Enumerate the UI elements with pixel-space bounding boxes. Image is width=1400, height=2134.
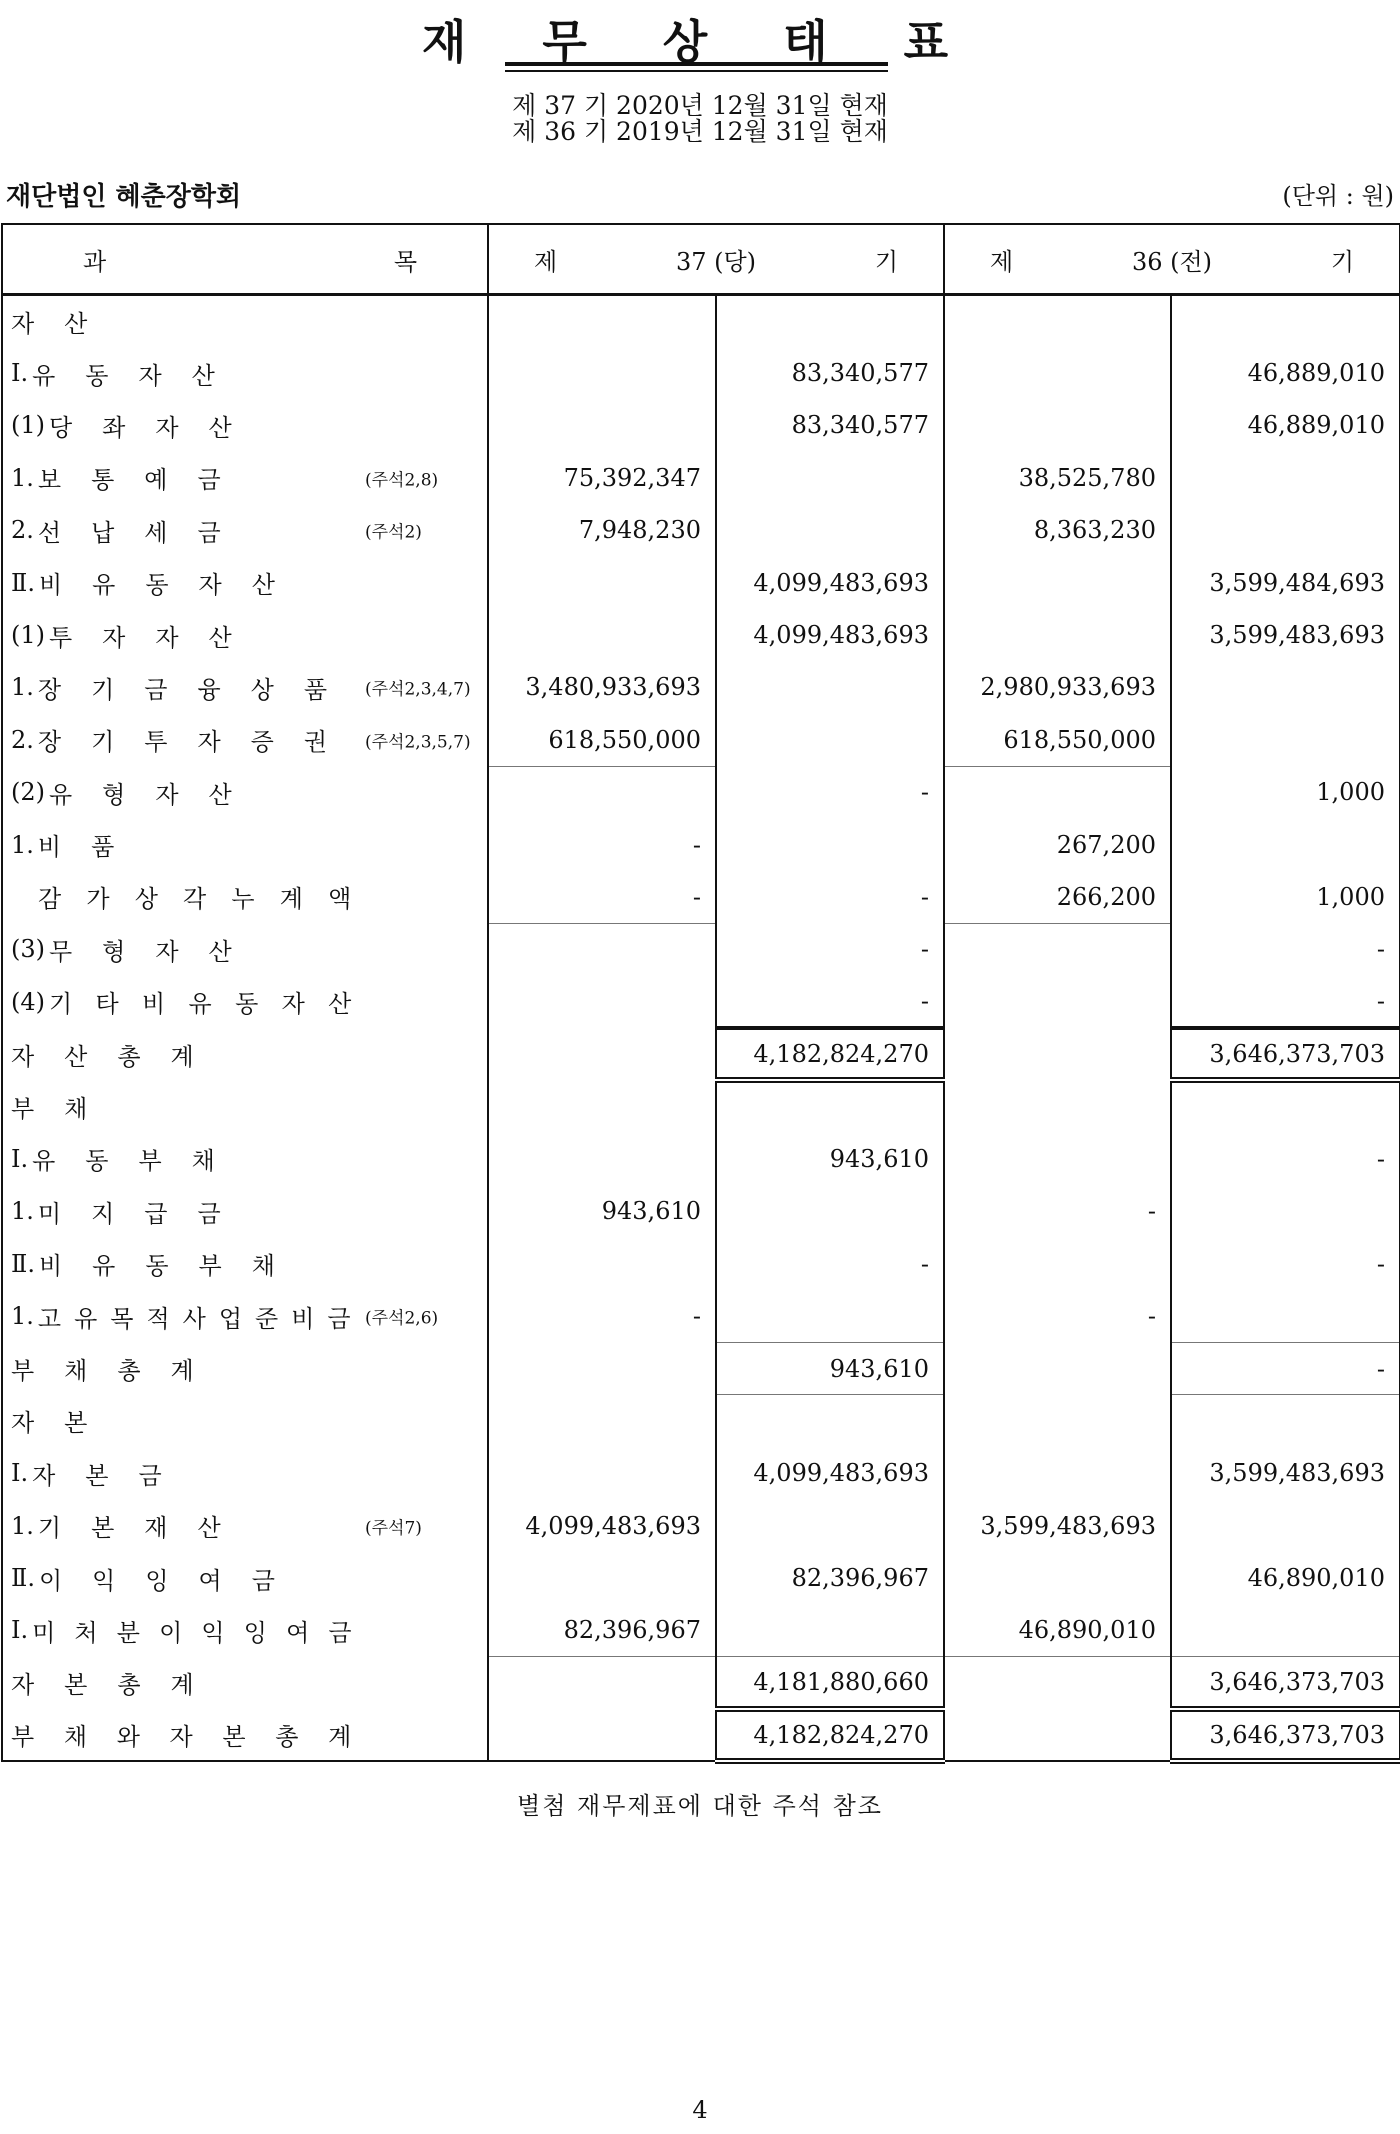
current-detail-amount: - [488, 1290, 716, 1342]
row-label [3, 722, 358, 757]
prior-detail-amount [944, 1395, 1171, 1447]
table-row [2, 1604, 1400, 1656]
current-total-amount [716, 661, 944, 713]
current-total-amount: 83,340,577 [716, 347, 944, 399]
current-total-amount: 4,182,824,270 [716, 1028, 944, 1080]
row-prefix: 2. [11, 725, 34, 754]
row-label-text: 기본재산 [37, 1514, 251, 1543]
prior-total-amount: - [1171, 1342, 1400, 1394]
prior-detail-amount: 267,200 [944, 818, 1171, 870]
table-row [2, 295, 1400, 347]
row-prefix: Ⅰ. [11, 1616, 29, 1645]
balance-sheet-table [1, 223, 1400, 1764]
prior-detail-amount [944, 399, 1171, 451]
current-total-amount: - [716, 923, 944, 975]
row-prefix: Ⅱ. [11, 1564, 35, 1593]
table-row [2, 556, 1400, 608]
prior-total-amount [1171, 1395, 1400, 1447]
current-detail-amount [488, 1080, 716, 1132]
row-label-cell [2, 1238, 488, 1290]
prior-detail-amount [944, 1028, 1171, 1080]
row-label [3, 1717, 381, 1752]
current-total-amount [716, 452, 944, 504]
row-label [3, 513, 351, 548]
current-total-amount [716, 818, 944, 870]
current-total-amount: 943,610 [716, 1342, 944, 1394]
current-total-amount [716, 1080, 944, 1132]
row-label-cell [2, 766, 488, 818]
header-item-2: 목 [393, 247, 417, 276]
row-label [3, 1037, 351, 1072]
row-label [3, 1508, 351, 1543]
row-prefix: (3) [11, 935, 45, 964]
prior-total-amount: 3,646,373,703 [1171, 1657, 1400, 1709]
row-label-text: 비품 [37, 833, 145, 862]
row-label-cell [2, 347, 488, 399]
row-label-text: 유동자산 [32, 361, 245, 390]
row-label [3, 1456, 351, 1491]
row-label [3, 1089, 351, 1124]
table-row [2, 1552, 1400, 1604]
current-total-amount: - [716, 871, 944, 923]
row-label-cell [2, 1709, 488, 1761]
row-label-text: 선납세금 [37, 518, 251, 547]
row-note: (주석2,6) [365, 1308, 439, 1329]
current-detail-amount [488, 1342, 716, 1394]
prior-detail-amount [944, 1342, 1171, 1394]
row-label [3, 1403, 351, 1438]
prior-total-amount: 3,646,373,703 [1171, 1028, 1400, 1080]
current-detail-amount [488, 1709, 716, 1761]
current-detail-amount [488, 1657, 716, 1709]
row-prefix: Ⅰ. [11, 359, 29, 388]
row-note: (주석7) [365, 1518, 422, 1539]
row-prefix: (2) [11, 778, 45, 807]
row-label-text: 부채총계 [11, 1357, 224, 1385]
current-detail-amount [488, 295, 716, 347]
table-row [2, 1447, 1400, 1499]
row-label-cell [2, 504, 488, 556]
table-row [2, 1133, 1400, 1185]
row-label-text: 기타비유동자산 [49, 990, 375, 1019]
table-body [2, 295, 1400, 1762]
header-prior-3: 기 [1330, 247, 1354, 276]
row-prefix: Ⅱ. [11, 568, 35, 597]
row-label-cell [2, 1133, 488, 1185]
period-current: 제 37 기 2020년 12월 31일 현재 [512, 91, 888, 120]
current-detail-amount [488, 923, 716, 975]
row-note: (주석2,3,4,7) [365, 679, 471, 700]
prior-total-amount [1171, 1604, 1400, 1656]
prior-total-amount [1171, 714, 1400, 766]
table-row [2, 976, 1400, 1028]
row-label-text: 무형자산 [49, 937, 262, 966]
row-prefix: (1) [11, 621, 45, 650]
row-label [3, 1665, 351, 1700]
row-label [3, 565, 351, 600]
row-label [3, 932, 351, 967]
current-total-amount [716, 295, 944, 347]
row-label-cell [2, 1080, 488, 1132]
current-detail-amount [488, 1395, 716, 1447]
current-detail-amount: 618,550,000 [488, 714, 716, 766]
row-label [3, 1351, 351, 1386]
prior-total-amount: 3,646,373,703 [1171, 1709, 1400, 1761]
row-label-cell [2, 556, 488, 608]
row-label-cell [2, 1395, 488, 1447]
current-detail-amount [488, 1133, 716, 1185]
row-label-cell [2, 1290, 488, 1342]
current-total-amount: - [716, 976, 944, 1028]
row-label-cell [2, 1552, 488, 1604]
row-label [3, 1246, 351, 1281]
row-label-text: 비유동부채 [38, 1252, 305, 1281]
prior-total-amount [1171, 818, 1400, 870]
table-row [2, 661, 1400, 713]
table-row [2, 818, 1400, 870]
prior-total-amount: 3,599,484,693 [1171, 556, 1400, 608]
table-row [2, 1185, 1400, 1237]
prior-total-amount: 1,000 [1171, 871, 1400, 923]
current-detail-amount [488, 1447, 716, 1499]
row-label-text: 이익잉여금 [38, 1566, 305, 1595]
table-row [2, 347, 1400, 399]
page-number: 4 [692, 2096, 708, 2124]
prior-detail-amount [944, 609, 1171, 661]
prior-detail-amount [944, 556, 1171, 608]
row-label [3, 1613, 371, 1648]
row-prefix: Ⅰ. [11, 1459, 29, 1488]
row-label-text: 미처분이익잉여금 [32, 1618, 371, 1647]
current-detail-amount: 7,948,230 [488, 504, 716, 556]
prior-detail-amount [944, 976, 1171, 1028]
row-label-cell [2, 399, 488, 451]
current-total-amount: - [716, 1238, 944, 1290]
current-total-amount [716, 504, 944, 556]
prior-total-amount: 46,890,010 [1171, 1552, 1400, 1604]
prior-detail-amount: 38,525,780 [944, 452, 1171, 504]
row-label-text: 미지급금 [37, 1199, 251, 1228]
row-label-text: 자산총계 [11, 1042, 224, 1071]
table-row [2, 609, 1400, 661]
prior-total-amount: 46,889,010 [1171, 347, 1400, 399]
prior-detail-amount: 2,980,933,693 [944, 661, 1171, 713]
row-label-text: 부채 [11, 1095, 118, 1124]
row-label-text: 보통예금 [37, 466, 251, 495]
current-detail-amount [488, 556, 716, 608]
row-label [3, 670, 358, 705]
prior-total-amount: 3,599,483,693 [1171, 1447, 1400, 1499]
current-total-amount [716, 1499, 944, 1551]
table-row [2, 1238, 1400, 1290]
prior-total-amount: 1,000 [1171, 766, 1400, 818]
footnote: 별첨 재무제표에 대한 주석 참조 [517, 1792, 883, 1820]
prior-total-amount [1171, 1080, 1400, 1132]
row-label-text: 유동부채 [32, 1147, 245, 1176]
current-total-amount [716, 714, 944, 766]
row-prefix: 1. [11, 673, 34, 702]
row-label-cell [2, 1185, 488, 1237]
current-detail-amount [488, 399, 716, 451]
current-total-amount [716, 1290, 944, 1342]
header-prior-1: 제 [990, 247, 1014, 276]
prior-total-amount: - [1171, 976, 1400, 1028]
table-row [2, 1709, 1400, 1761]
document-title: 재 무 상 태 표 [421, 15, 979, 69]
row-label-text: 자본 [11, 1409, 118, 1438]
row-label-text: 고유목적사업준비금 [37, 1304, 364, 1333]
row-label [3, 984, 375, 1019]
current-detail-amount [488, 609, 716, 661]
row-prefix: 1. [11, 1302, 34, 1331]
table-row [2, 714, 1400, 766]
table-row [2, 452, 1400, 504]
row-label-text: 유형자산 [49, 780, 262, 809]
prior-detail-amount [944, 1133, 1171, 1185]
current-detail-amount: - [488, 871, 716, 923]
current-detail-amount: 82,396,967 [488, 1604, 716, 1656]
prior-total-amount [1171, 1185, 1400, 1237]
prior-total-amount [1171, 452, 1400, 504]
row-prefix: 1. [11, 830, 34, 859]
row-note: (주석2,3,5,7) [365, 732, 471, 753]
row-label-cell [2, 1604, 488, 1656]
row-label-text: 투자자산 [49, 623, 262, 652]
current-total-amount: - [716, 766, 944, 818]
row-label-cell [2, 1028, 488, 1080]
prior-detail-amount [944, 1447, 1171, 1499]
prior-detail-amount [944, 1657, 1171, 1709]
table-row [2, 504, 1400, 556]
row-label-cell [2, 714, 488, 766]
current-detail-amount: - [488, 818, 716, 870]
table-row [2, 923, 1400, 975]
current-total-amount: 4,182,824,270 [716, 1709, 944, 1761]
current-detail-amount [488, 1028, 716, 1080]
row-label [3, 827, 351, 862]
header-current-3: 기 [874, 247, 898, 276]
prior-total-amount [1171, 504, 1400, 556]
row-label [3, 1194, 351, 1229]
row-label-text: 자산 [11, 309, 118, 338]
prior-total-amount [1171, 661, 1400, 713]
unit-label: (단위 : 원) [1282, 182, 1394, 210]
row-label-text: 자본금 [32, 1461, 192, 1490]
row-label-cell [2, 1447, 488, 1499]
current-detail-amount: 4,099,483,693 [488, 1499, 716, 1551]
prior-detail-amount [944, 923, 1171, 975]
header-current-1: 제 [534, 247, 558, 276]
row-prefix: 1. [11, 463, 34, 492]
row-label-cell [2, 609, 488, 661]
row-label-cell [2, 923, 488, 975]
organization-name: 재단법인 혜춘장학회 [6, 182, 242, 212]
current-total-amount: 4,099,483,693 [716, 609, 944, 661]
row-label-text: 자본총계 [11, 1671, 224, 1700]
row-label [3, 356, 351, 391]
row-label-cell [2, 1657, 488, 1709]
row-label-cell [2, 1342, 488, 1394]
row-label [3, 775, 351, 810]
prior-total-amount [1171, 1499, 1400, 1551]
table-row [2, 399, 1400, 451]
row-prefix: (1) [11, 411, 45, 440]
prior-detail-amount: 8,363,230 [944, 504, 1171, 556]
prior-detail-amount: 46,890,010 [944, 1604, 1171, 1656]
row-label [3, 460, 351, 495]
current-total-amount: 943,610 [716, 1133, 944, 1185]
row-label-cell [2, 295, 488, 347]
row-label-text: 비유동자산 [38, 571, 305, 600]
row-label-cell [2, 452, 488, 504]
row-label-text: 당좌자산 [49, 413, 262, 442]
table-row [2, 871, 1400, 923]
header-current-period [488, 224, 944, 295]
current-total-amount [716, 1185, 944, 1237]
row-label-text: 장기금융상품 [37, 675, 358, 704]
prior-detail-amount [944, 766, 1171, 818]
period-prior: 제 36 기 2019년 12월 31일 현재 [512, 117, 888, 146]
row-prefix: 2. [11, 516, 34, 545]
prior-detail-amount [944, 1080, 1171, 1132]
prior-detail-amount: 3,599,483,693 [944, 1499, 1171, 1551]
current-detail-amount [488, 347, 716, 399]
prior-total-amount: - [1171, 923, 1400, 975]
prior-total-amount [1171, 295, 1400, 347]
prior-detail-amount [944, 1709, 1171, 1761]
row-label-text: 감가상각누계액 [38, 885, 377, 914]
row-prefix: 1. [11, 1511, 34, 1540]
current-detail-amount: 75,392,347 [488, 452, 716, 504]
row-label [3, 408, 351, 443]
current-total-amount [716, 1604, 944, 1656]
prior-detail-amount: - [944, 1185, 1171, 1237]
row-label [3, 1299, 364, 1334]
table-row [2, 1395, 1400, 1447]
row-prefix: 1. [11, 1197, 34, 1226]
current-detail-amount [488, 766, 716, 818]
row-note: (주석2,8) [365, 470, 439, 491]
prior-detail-amount [944, 1238, 1171, 1290]
prior-total-amount [1171, 1290, 1400, 1342]
prior-total-amount: - [1171, 1133, 1400, 1185]
header-prior-period [944, 224, 1400, 295]
row-note: (주석2) [365, 522, 422, 543]
table-row [2, 1657, 1400, 1709]
current-detail-amount [488, 976, 716, 1028]
row-label [3, 1561, 351, 1596]
table-row [2, 1342, 1400, 1394]
row-label-cell [2, 976, 488, 1028]
current-total-amount: 4,099,483,693 [716, 1447, 944, 1499]
header-current-2: 37 (당) [675, 247, 757, 276]
prior-detail-amount [944, 1552, 1171, 1604]
row-label-cell [2, 661, 488, 713]
current-detail-amount: 3,480,933,693 [488, 661, 716, 713]
header-item-1: 과 [83, 247, 107, 276]
row-label-text: 장기투자증권 [37, 728, 358, 757]
table-row [2, 766, 1400, 818]
current-total-amount: 4,181,880,660 [716, 1657, 944, 1709]
current-total-amount: 4,099,483,693 [716, 556, 944, 608]
row-label-cell [2, 1499, 488, 1551]
row-prefix: (4) [11, 987, 45, 1016]
row-label-cell [2, 871, 488, 923]
row-prefix: Ⅰ. [11, 1144, 29, 1173]
table-row [2, 1080, 1400, 1132]
table-row [2, 1028, 1400, 1080]
current-total-amount [716, 1395, 944, 1447]
row-label [3, 618, 351, 653]
row-prefix: Ⅱ. [11, 1249, 35, 1278]
current-total-amount: 83,340,577 [716, 399, 944, 451]
row-label-cell [2, 818, 488, 870]
current-detail-amount [488, 1552, 716, 1604]
row-label [3, 1141, 351, 1176]
header-item [2, 224, 488, 295]
prior-total-amount: 3,599,483,693 [1171, 609, 1400, 661]
table-row [2, 1290, 1400, 1342]
prior-detail-amount: 618,550,000 [944, 714, 1171, 766]
table-header-row [2, 224, 1400, 295]
prior-detail-amount: - [944, 1290, 1171, 1342]
header-prior-2: 36 (전) [1131, 247, 1213, 276]
table-row [2, 1499, 1400, 1551]
row-label-text: 부채와자본총계 [11, 1723, 381, 1752]
prior-detail-amount [944, 347, 1171, 399]
row-label [3, 879, 377, 914]
title-underline [505, 62, 888, 72]
prior-total-amount: 46,889,010 [1171, 399, 1400, 451]
current-total-amount: 82,396,967 [716, 1552, 944, 1604]
prior-detail-amount: 266,200 [944, 871, 1171, 923]
current-detail-amount: 943,610 [488, 1185, 716, 1237]
current-detail-amount [488, 1238, 716, 1290]
prior-detail-amount [944, 295, 1171, 347]
row-label [3, 304, 351, 339]
prior-total-amount: - [1171, 1238, 1400, 1290]
